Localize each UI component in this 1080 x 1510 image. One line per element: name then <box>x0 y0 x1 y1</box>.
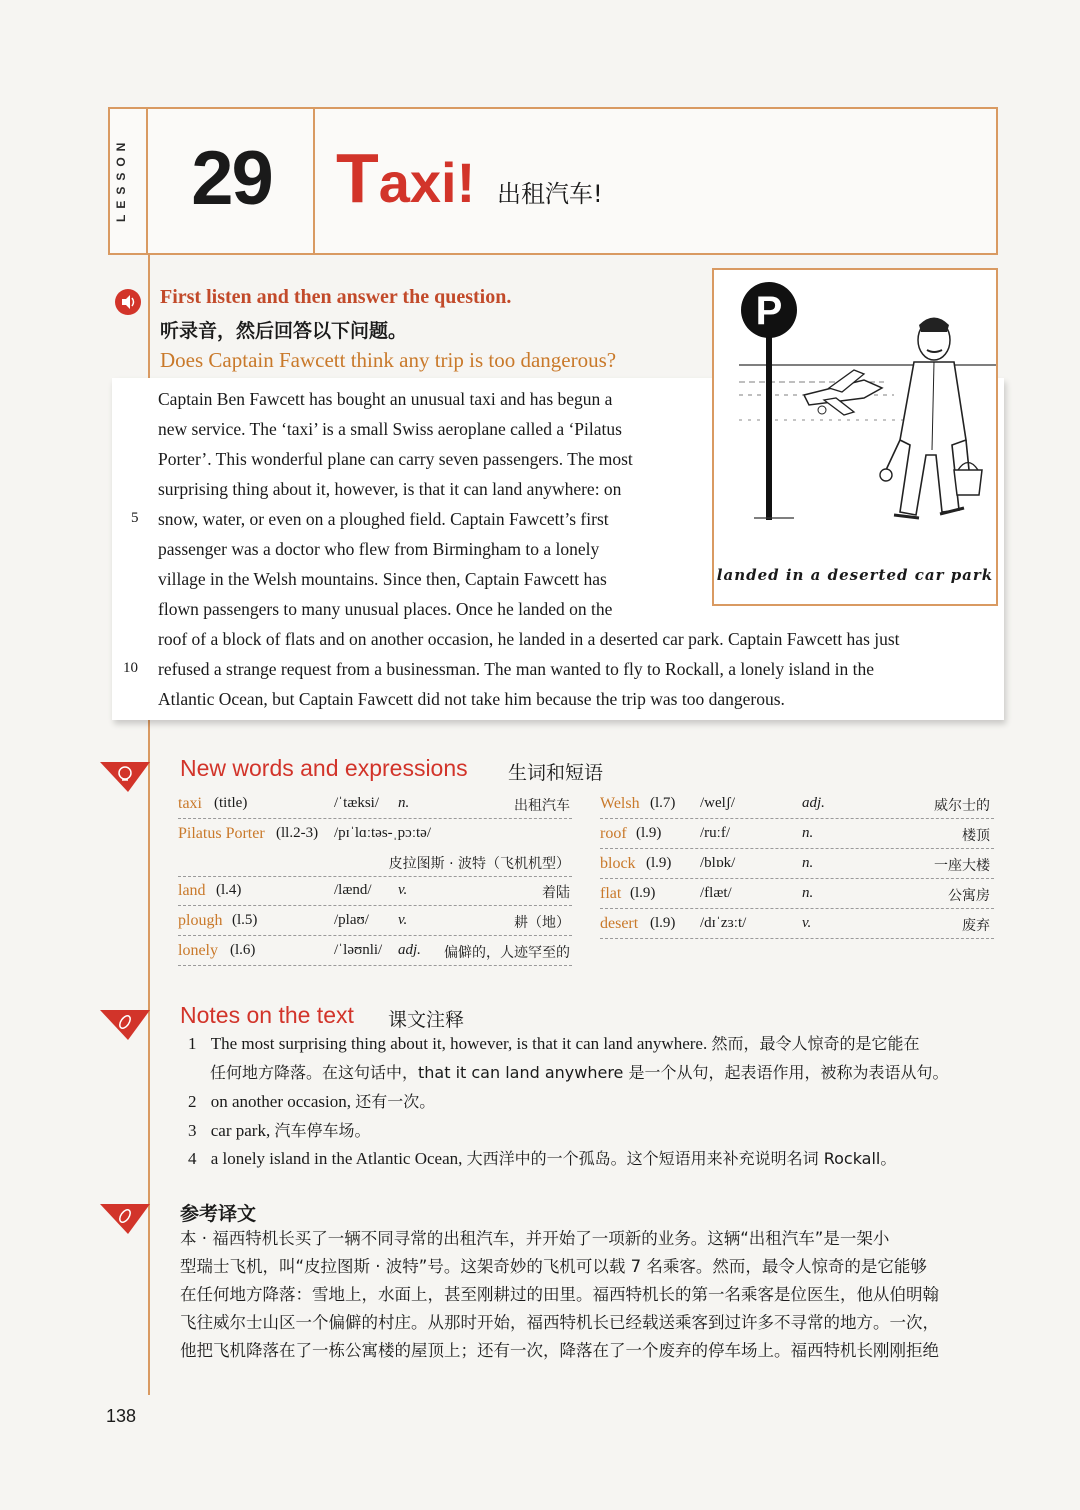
vocab-row <box>600 850 994 879</box>
vocab-row <box>178 820 572 848</box>
note-cn: 汽车停车场。 <box>274 1121 371 1140</box>
story-line: village in the Welsh mountains. Since then, Captain Fawcett has <box>158 569 607 589</box>
parking-sign-letter: P <box>755 289 783 333</box>
vocab-row <box>600 910 994 939</box>
instruction-cn: 听录音，然后回答以下问题。 <box>160 320 408 342</box>
vocab-pos: n. <box>398 795 410 811</box>
story-line: snow, water, or even on a ploughed field. Captain Fawcett’s first <box>158 509 609 529</box>
translation-line: 飞往威尔士山区一个偏僻的村庄。从那时开始，福西特机长已经载送乘客到过许多不寻常的地方。一次， <box>180 1313 939 1332</box>
lesson-title-initial: T <box>336 139 379 217</box>
vocab-row <box>178 907 572 936</box>
vocab-meaning: 着陆 <box>542 885 570 901</box>
illustration-caption: landed in a deserted car park <box>716 566 994 584</box>
line-number: 5 <box>131 510 139 526</box>
vocab-meaning: 出租汽车 <box>514 798 570 814</box>
vocab-ref: (title) <box>214 795 248 811</box>
story-line: Porter’. This wonderful plane can carry seven passengers. The most <box>158 449 633 469</box>
vocab-ref: (l.6) <box>230 942 256 958</box>
vocab-pos: n. <box>802 825 814 841</box>
translation-line: 型瑞士飞机，叫“皮拉图斯 · 波特”号。这架奇妙的飞机可以载 7 名乘客。然而，最令人惊奇的是它能够 <box>180 1257 927 1276</box>
lesson-label: LESSON <box>114 136 128 222</box>
note-number: 3 <box>188 1121 197 1140</box>
vocab-phonetic: /welʃ/ <box>700 795 735 811</box>
translation-line: 他把飞机降落在了一栋公寓楼的屋顶上；还有一次，降落在了一个废弃的停车场上。福西特机长刚刚拒绝 <box>180 1341 939 1360</box>
vocab-meaning: 威尔士的 <box>934 798 990 814</box>
vocab-word: flat <box>600 885 622 902</box>
vocab-phonetic: /blɒk/ <box>700 855 736 871</box>
vocab-ref: (l.9) <box>650 915 676 931</box>
lesson-number: 29 <box>191 136 272 221</box>
vocab-row <box>178 877 572 906</box>
vocab-word: lonely <box>178 942 218 959</box>
vocab-word: taxi <box>178 795 202 812</box>
vocab-pos: n. <box>802 885 814 901</box>
vocab-ref: (l.5) <box>232 912 258 928</box>
vocab-phonetic: /dɪˈzɜːt/ <box>700 915 747 931</box>
story-line: new service. The ‘taxi’ is a small Swiss aeroplane called a ‘Pilatus <box>158 419 622 439</box>
vocab-ref: (l.9) <box>630 885 656 901</box>
pin-icon <box>100 1200 150 1234</box>
vocab-pos: v. <box>398 912 408 928</box>
note-number: 4 <box>188 1149 197 1168</box>
note-number: 1 <box>188 1034 197 1053</box>
vocab-phonetic: /plaʊ/ <box>334 912 369 928</box>
lesson-title-rest: axi! <box>378 151 476 214</box>
vocab-ref: (l.7) <box>650 795 676 811</box>
story-line: flown passengers to many unusual places. Once he landed on the <box>158 599 613 619</box>
note-number: 2 <box>188 1092 197 1111</box>
header-divider <box>146 107 148 255</box>
note-en: car park, <box>210 1121 271 1140</box>
vocab-row <box>600 820 994 849</box>
vocab-row <box>178 790 572 819</box>
note-en: The most surprising thing about it, however, is that it can land anywhere. <box>210 1034 708 1053</box>
story-line: roof of a block of flats and on another occasion, he landed in a deserted car park. Captain Fawcett has just <box>158 629 900 649</box>
vocab-word: Pilatus Porter <box>178 825 265 842</box>
vocab-phonetic: /flæt/ <box>700 885 732 901</box>
story-line: passenger was a doctor who flew from Birmingham to a lonely <box>158 539 600 559</box>
notes-title: Notes on the text <box>180 1002 354 1028</box>
illustration <box>712 268 998 606</box>
vocab-pos: v. <box>802 915 812 931</box>
vocab-phonetic: /ˈləʊnli/ <box>334 942 383 958</box>
vocab-pos: n. <box>802 855 814 871</box>
note-cn: 任何地方降落。在这句话中，that it can land anywhere 是一个从句，起表语作用，被称为表语从句。 <box>210 1063 949 1082</box>
vocab-ref: (ll.2-3) <box>276 825 319 841</box>
speaker-icon[interactable] <box>115 289 141 315</box>
vocab-word: plough <box>178 912 223 929</box>
note-item <box>188 1089 435 1112</box>
vocab-ref: (l.4) <box>216 882 242 898</box>
vocab-word: block <box>600 855 636 872</box>
lesson-title <box>336 138 475 218</box>
vocab-pos: v. <box>398 882 408 898</box>
story-line: Captain Ben Fawcett has bought an unusual taxi and has begun a <box>158 389 613 409</box>
translation-line: 在任何地方降落：雪地上，水面上，甚至刚耕过的田里。福西特机长的第一名乘客是位医生，他从伯明翰 <box>180 1285 939 1304</box>
instruction-en: First listen and then answer the question. <box>160 286 512 308</box>
note-cn: 大西洋中的一个孤岛。这个短语用来补充说明名词 Rockall。 <box>466 1149 897 1168</box>
vocab-meaning: 废弃 <box>962 918 990 934</box>
page-number: 138 <box>106 1406 137 1426</box>
vocab-ref: (l.9) <box>646 855 672 871</box>
vocab-phonetic: /lænd/ <box>334 882 372 898</box>
vocab-phonetic: /ruːf/ <box>700 825 730 841</box>
vocab-row <box>178 848 572 877</box>
vocab-title: New words and expressions <box>180 755 468 781</box>
vocab-row <box>600 880 994 909</box>
notes-title-cn: 课文注释 <box>388 1009 465 1031</box>
line-number: 10 <box>123 660 138 676</box>
vocab-pos: adj. <box>802 795 825 811</box>
vocab-phonetic: /ˈtæksi/ <box>334 795 380 811</box>
vocab-meaning: 皮拉图斯 · 波特（飞机机型） <box>388 856 570 872</box>
header-divider <box>313 107 315 255</box>
lesson-title-cn: 出租汽车! <box>497 180 603 208</box>
lightbulb-icon <box>100 758 150 792</box>
pin-icon <box>100 1006 150 1040</box>
note-item <box>188 1146 896 1169</box>
vocab-ref: (l.9) <box>636 825 662 841</box>
vocab-word: roof <box>600 825 627 842</box>
comprehension-question: Does Captain Fawcett think any trip is too dangerous? <box>160 348 617 372</box>
note-en: a lonely island in the Atlantic Ocean, <box>210 1149 463 1168</box>
story-line: Atlantic Ocean, but Captain Fawcett did not take him because the trip was too dangerous. <box>158 689 785 709</box>
note-en: on another occasion, <box>210 1092 351 1111</box>
vocab-title-cn: 生词和短语 <box>508 762 604 784</box>
note-cn: 然而，最令人惊奇的是它能在 <box>711 1034 920 1053</box>
translation-line: 本 · 福西特机长买了一辆不同寻常的出租汽车，并开始了一项新的业务。这辆“出租汽车”是一架小 <box>180 1229 890 1248</box>
story-line: refused a strange request from a businessman. The man wanted to fly to Rockall, a lonely island in the <box>158 659 875 679</box>
vocab-meaning: 耕（地） <box>514 915 570 931</box>
note-item <box>188 1031 919 1054</box>
vocab-word: land <box>178 882 206 899</box>
vocab-meaning: 公寓房 <box>948 888 990 904</box>
vocab-pos: adj. <box>398 942 421 958</box>
story-line: surprising thing about it, however, is that it can land anywhere: on <box>158 479 622 499</box>
vocab-meaning: 一座大楼 <box>934 858 990 874</box>
note-item <box>210 1060 949 1083</box>
vocab-meaning: 偏僻的，人迹罕至的 <box>444 945 570 961</box>
vocab-row <box>178 937 572 966</box>
vocab-row <box>600 790 994 819</box>
translation-title: 参考译文 <box>180 1203 257 1225</box>
vocab-phonetic: /pɪˈlɑːtəs-ˌpɔːtə/ <box>334 825 431 841</box>
note-item <box>188 1118 370 1141</box>
vocab-word: desert <box>600 915 639 932</box>
vocab-meaning: 楼顶 <box>962 828 990 844</box>
note-cn: 还有一次。 <box>355 1092 436 1111</box>
vocab-word: Welsh <box>600 795 640 812</box>
